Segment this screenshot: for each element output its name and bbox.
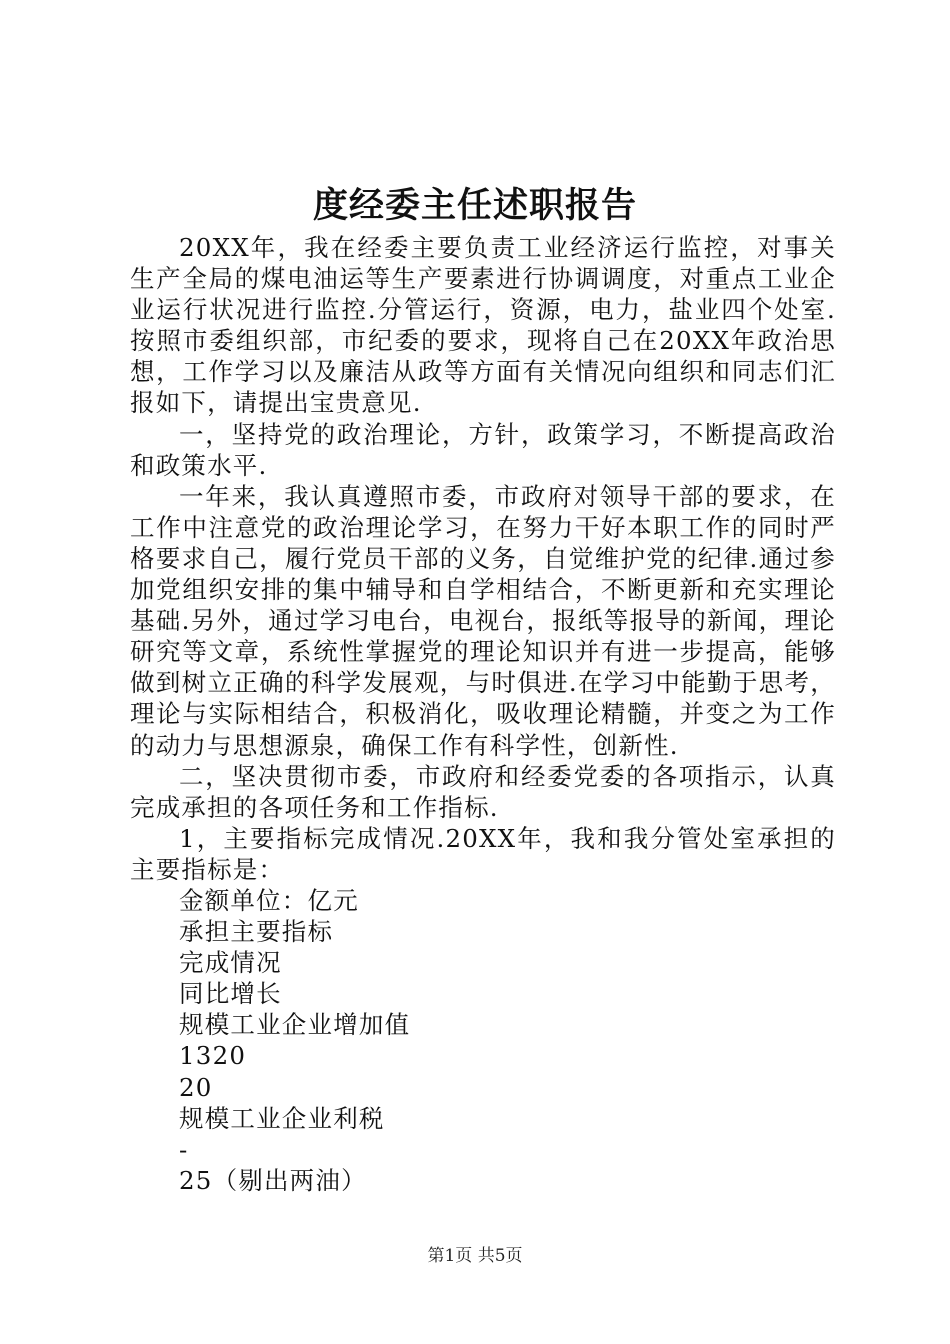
paragraph-section-1-body: 一年来，我认真遵照市委，市政府对领导干部的要求，在工作中注意党的政治理论学习，在努力干好本职工作的同时严格要求自己，履行党员干部的义务，自觉维护党的纪律.通过参加党组织安排的集中辅导和自学相结合，不断更新和充实理论基础.另外，通过学习电台，电视台，报纸等报导的新闻，理论研究等文章，系统性掌握党的理论知识并有进一步提高，能够做到树立正确的科学发展观，与时俱进.在学习中能勤于思考，理论与实际相结合，积极消化，吸收理论精髓，并变之为工作的动力与思想源泉，确保工作有科学性，创新性. <box>130 481 836 760</box>
table-line: - <box>179 1134 189 1164</box>
paragraph-intro: 20XX年，我在经委主要负责工业经济运行监控，对事关生产全局的煤电油运等生产要素进行协调调度，对重点工业企业运行状况进行监控.分管运行，资源，电力，盐业四个处室.按照市委组织部，市纪委的要求，现将自己在20XX年政治思想，工作学习以及廉洁从政等方面有关情况向组织和同志们汇报如下，请提出宝贵意见. <box>130 233 836 418</box>
document-title: 度经委主任述职报告 <box>312 185 637 226</box>
paragraph-section-1-heading: 一，坚持党的政治理论，方针，政策学习，不断提高政治和政策水平. <box>130 419 836 480</box>
document-body <box>130 232 836 1196</box>
paragraph-indicators-intro: 1，主要指标完成情况.20XX年，我和我分管处室承担的主要指标是： <box>130 823 836 884</box>
table-line: 1320 <box>179 1041 247 1071</box>
table-line: 承担主要指标 <box>179 917 334 947</box>
indicator-table-lines <box>130 885 836 1196</box>
table-line: 20 <box>179 1072 213 1102</box>
table-line: 规模工业企业利税 <box>179 1103 385 1133</box>
table-line: 金额单位：亿元 <box>179 885 359 915</box>
paragraph-section-2-heading: 二，坚决贯彻市委，市政府和经委党委的各项指示，认真完成承担的各项任务和工作指标. <box>130 761 836 822</box>
page-number-footer: 第1页 共5页 <box>427 1246 523 1266</box>
table-line: 同比增长 <box>179 979 282 1009</box>
table-line: 完成情况 <box>179 948 282 978</box>
table-line: 规模工业企业增加值 <box>179 1010 411 1040</box>
table-line: 25（剔出两油） <box>179 1165 367 1195</box>
